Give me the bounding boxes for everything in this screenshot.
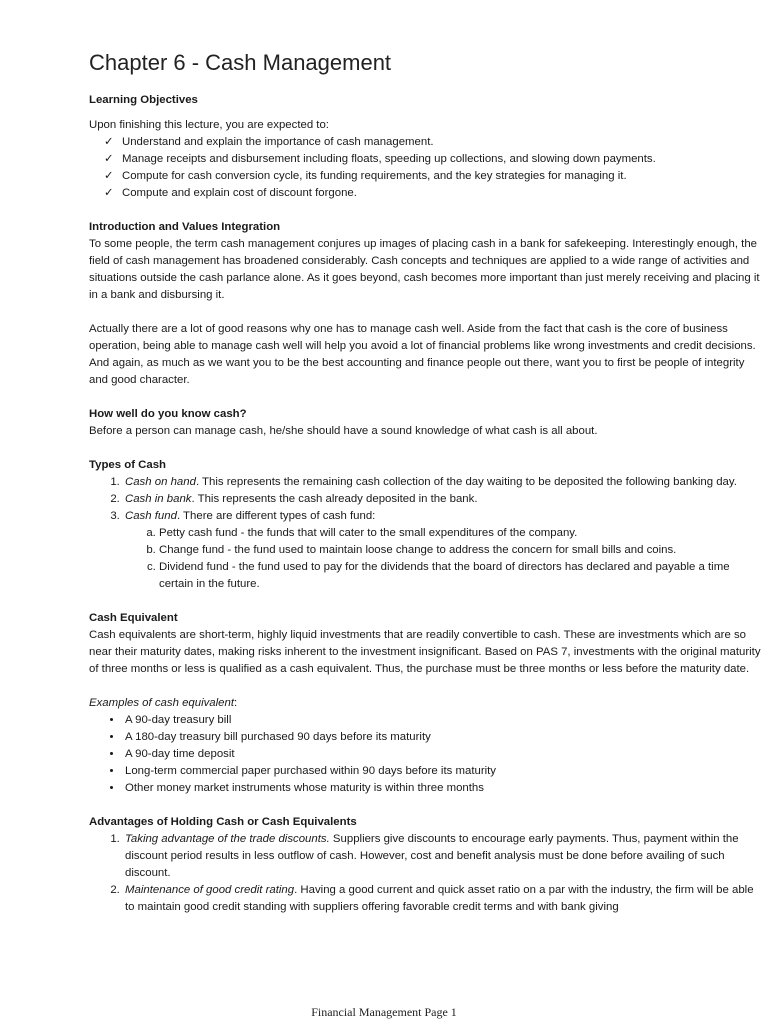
- cash-equivalent-paragraph: Cash equivalents are short-term, highly liquid investments that are readily convertible to cash. These are investments which are so near their maturity dates, making risks inherent to the investment insignificant. Based on PAS 7, investments with the original maturity of three months or less is qualified as a cash equivalent. Thus, the purchase must be three months or less before the maturity date.: [89, 629, 761, 675]
- objective-item: ✓ Manage receipts and disbursement including floats, speeding up collections, and slowing down payments.: [104, 151, 761, 168]
- know-cash-heading: How well do you know cash?: [89, 408, 247, 420]
- page-title: Chapter 6 - Cash Management: [89, 50, 392, 75]
- example-item: • Other money market instruments whose maturity is within three months: [123, 780, 761, 797]
- intro-paragraph-1: To some people, the term cash management conjures up images of placing cash in a bank for safekeeping. Interestingly enough, the field of cash management has broadened considerably. Cash concepts and techniques are applied to a wide range of activities and situations outside the cash parlance alone. As it goes beyond, cash becomes more important than just merely receiving and placing it in a bank and disbursing it.: [89, 238, 760, 301]
- example-item: • A 90-day time deposit: [123, 746, 761, 763]
- check-icon: ✓: [104, 153, 114, 165]
- know-cash-paragraph: Before a person can manage cash, he/she should have a sound knowledge of what cash is all about.: [89, 425, 598, 437]
- objectives-list: [89, 134, 761, 202]
- cash-type-item: 1. Cash on hand. This represents the remaining cash collection of the day waiting to be deposited the following banking day.: [123, 474, 761, 491]
- learning-intro: Upon finishing this lecture, you are expected to:: [89, 119, 329, 131]
- page-footer: Financial Management Page 1: [311, 1005, 457, 1019]
- learning-objectives-heading: Learning Objectives: [89, 94, 198, 106]
- intro-paragraph-2: Actually there are a lot of good reasons why one has to manage cash well. Aside from the fact that cash is the core of business operation, being able to manage cash well will help you avoid a lot of financial problems like wrong investments and credit decisions. And again, as much as we want you to be the best accounting and finance people out there, want you to first be people of integrity and good character.: [89, 323, 756, 386]
- cash-equivalent-heading: Cash Equivalent: [89, 612, 178, 624]
- objective-item: ✓ Compute for cash conversion cycle, its funding requirements, and the key strategies for managing it.: [104, 168, 761, 185]
- check-icon: ✓: [104, 187, 114, 199]
- advantage-item: 1. Taking advantage of the trade discounts. Suppliers give discounts to encourage early payments. Thus, payment within the discount period results in less outflow of cash. However, cost and benefit analysis must be done before availing of such discount.: [123, 831, 761, 882]
- advantages-heading: Advantages of Holding Cash or Cash Equivalents: [89, 816, 357, 828]
- cash-type-item: 3. Cash fund. There are different types of cash fund: a. Petty cash fund - the funds that will cater to the small expenditures of the company. b. Change fund - the fund used to maintain loose change to address the concern for small bills and coins. c. Dividend fund - the fund used to pay for the dividends that the board of directors has declared and payable a time certain in the future.: [123, 508, 761, 593]
- cash-fund-item: a. Petty cash fund - the funds that will cater to the small expenditures of the company.: [159, 525, 761, 542]
- objective-item: ✓ Understand and explain the importance of cash management.: [104, 134, 761, 151]
- cash-fund-item: c. Dividend fund - the fund used to pay for the dividends that the board of directors has declared and payable a time certain in the future.: [159, 559, 761, 593]
- advantage-item: 2. Maintenance of good credit rating. Having a good current and quick asset ratio on a par with the industry, the firm will be able to maintain good credit standing with suppliers offering favorable credit terms and with bank giving: [123, 882, 761, 916]
- intro-values-heading: Introduction and Values Integration: [89, 221, 281, 233]
- cash-fund-item: b. Change fund - the fund used to maintain loose change to address the concern for small bills and coins.: [159, 542, 761, 559]
- check-icon: ✓: [104, 170, 114, 182]
- objective-item: ✓ Compute and explain cost of discount forgone.: [104, 185, 761, 202]
- document-page: [89, 50, 761, 916]
- examples-label: Examples of cash equivalent:: [89, 697, 238, 709]
- example-item: • Long-term commercial paper purchased within 90 days before its maturity: [123, 763, 761, 780]
- example-item: • A 90-day treasury bill: [123, 712, 761, 729]
- cash-type-item: 2. Cash in bank. This represents the cash already deposited in the bank.: [123, 491, 761, 508]
- advantages-list: [89, 831, 761, 916]
- examples-list: [89, 712, 761, 797]
- cash-fund-list: [125, 525, 761, 593]
- types-of-cash-list: [89, 474, 761, 593]
- types-of-cash-heading: Types of Cash: [89, 459, 167, 471]
- check-icon: ✓: [104, 136, 114, 148]
- example-item: • A 180-day treasury bill purchased 90 days before its maturity: [123, 729, 761, 746]
